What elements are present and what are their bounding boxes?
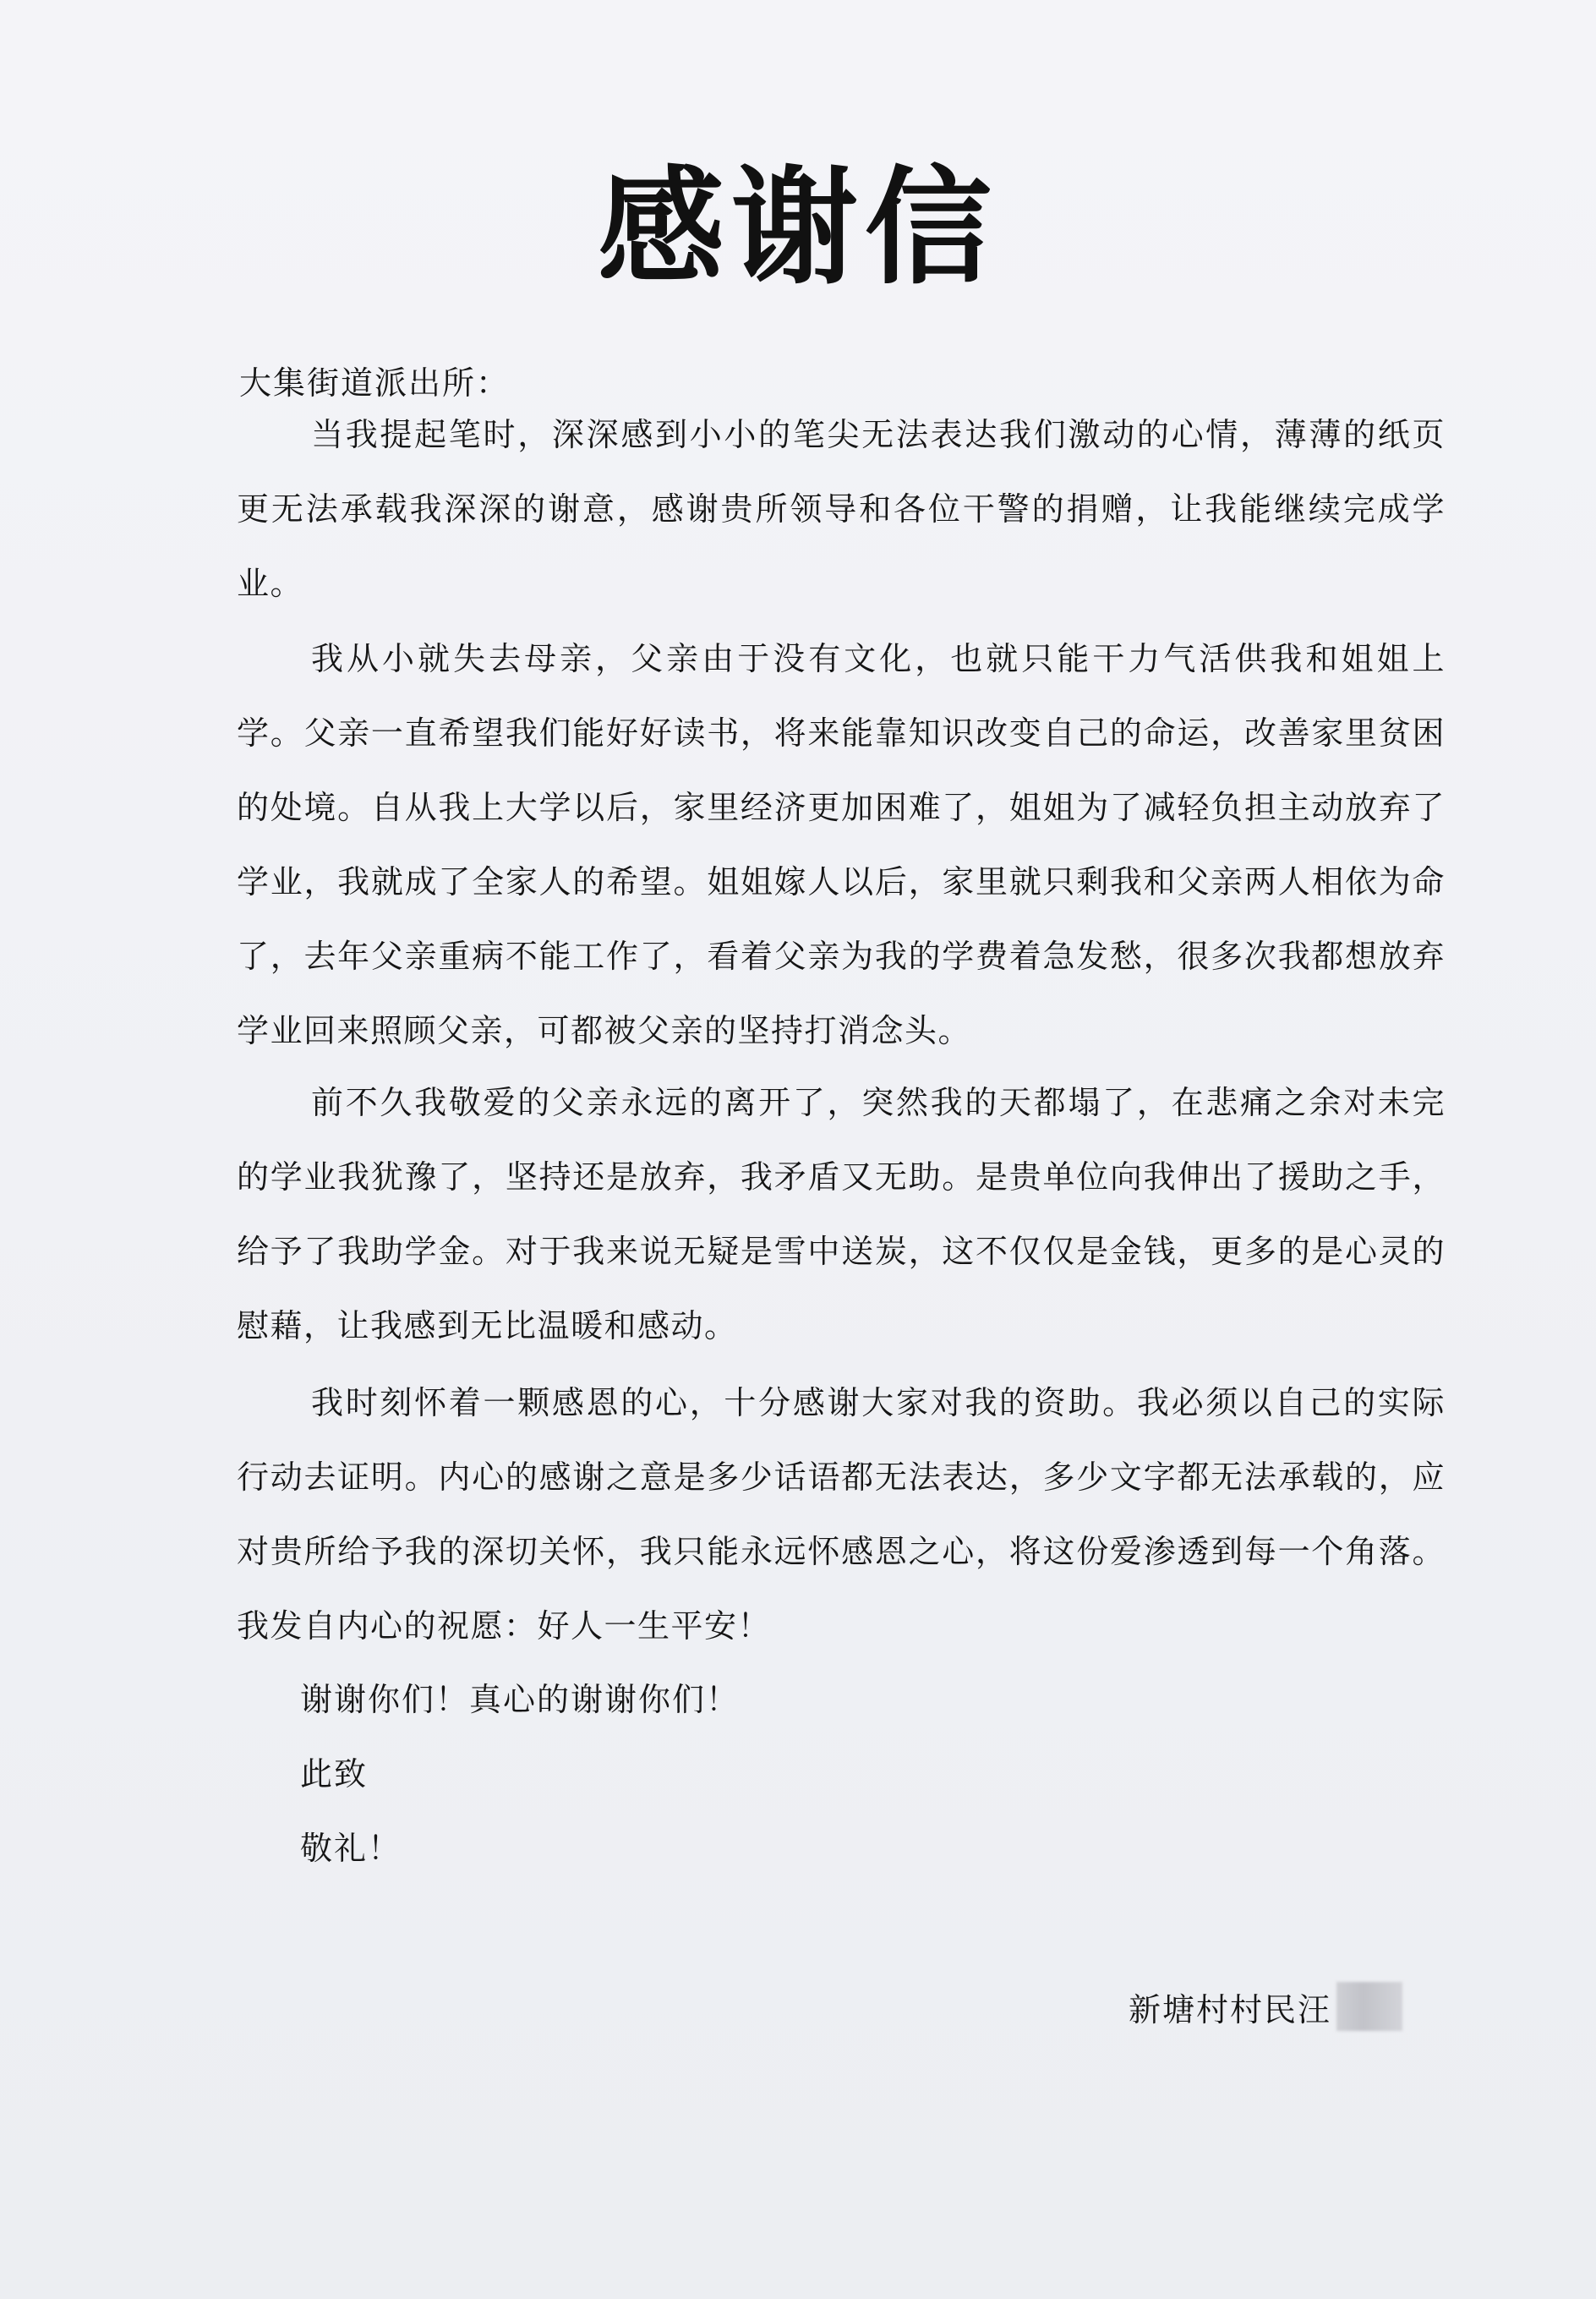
signature-text: 新塘村村民汪 <box>1129 1990 1332 2028</box>
closing-line-1: 此致 <box>300 1755 369 1793</box>
body-paragraph-2: 我从小就失去母亲，父亲由于没有文化，也就只能干力气活供我和姐姐上学。父亲一直希望我们能好好读书，将来能靠知识改变自己的命运，改善家里贫困的处境。自从我上大学以后，家里经济更加困难了，姐姐为了减轻负担主动放弃了学业，我就成了全家人的希望。姐姐嫁人以后，家里就只剩我和父亲两人相依为命了，去年父亲重病不能工作了，看着父亲为我的学费着急发愁，很多次我都想放弃学业回来照顾父亲，可都被父亲的坚持打消念头。 <box>237 640 1446 1049</box>
thanks-line: 谢谢你们！真心的谢谢你们！ <box>300 1681 741 1718</box>
closing-line-2: 敬礼！ <box>300 1830 402 1867</box>
body-paragraph-3: 前不久我敬爱的父亲永远的离开了，突然我的天都塌了，在悲痛之余对未完的学业我犹豫了，坚持还是放弃，我矛盾又无助。是贵单位向我伸出了援助之手，给予了我助学金。对于我来说无疑是雪中送炭，这不仅仅是金钱，更多的是心灵的慰藉，让我感到无比温暖和感动。 <box>237 1084 1446 1344</box>
letter-title: 感谢信 <box>597 155 998 302</box>
salutation: 大集街道派出所： <box>239 364 511 402</box>
signature <box>1129 1983 1402 2030</box>
body-paragraph-4: 我时刻怀着一颗感恩的心，十分感谢大家对我的资助。我必须以自己的实际行动去证明。内心的感谢之意是多少话语都无法表达，多少文字都无法承载的，应对贵所给予我的深切关怀，我只能永远怀感恩之心，将这份爱渗透到每一个角落。我发自内心的祝愿：好人一生平安！ <box>237 1384 1446 1645</box>
redacted-name-block <box>1336 1982 1402 2031</box>
body-paragraph-1: 当我提起笔时，深深感到小小的笔尖无法表达我们激动的心情，薄薄的纸页更无法承载我深深的谢意，感谢贵所领导和各位干警的捐赠，让我能继续完成学业。 <box>237 416 1446 602</box>
